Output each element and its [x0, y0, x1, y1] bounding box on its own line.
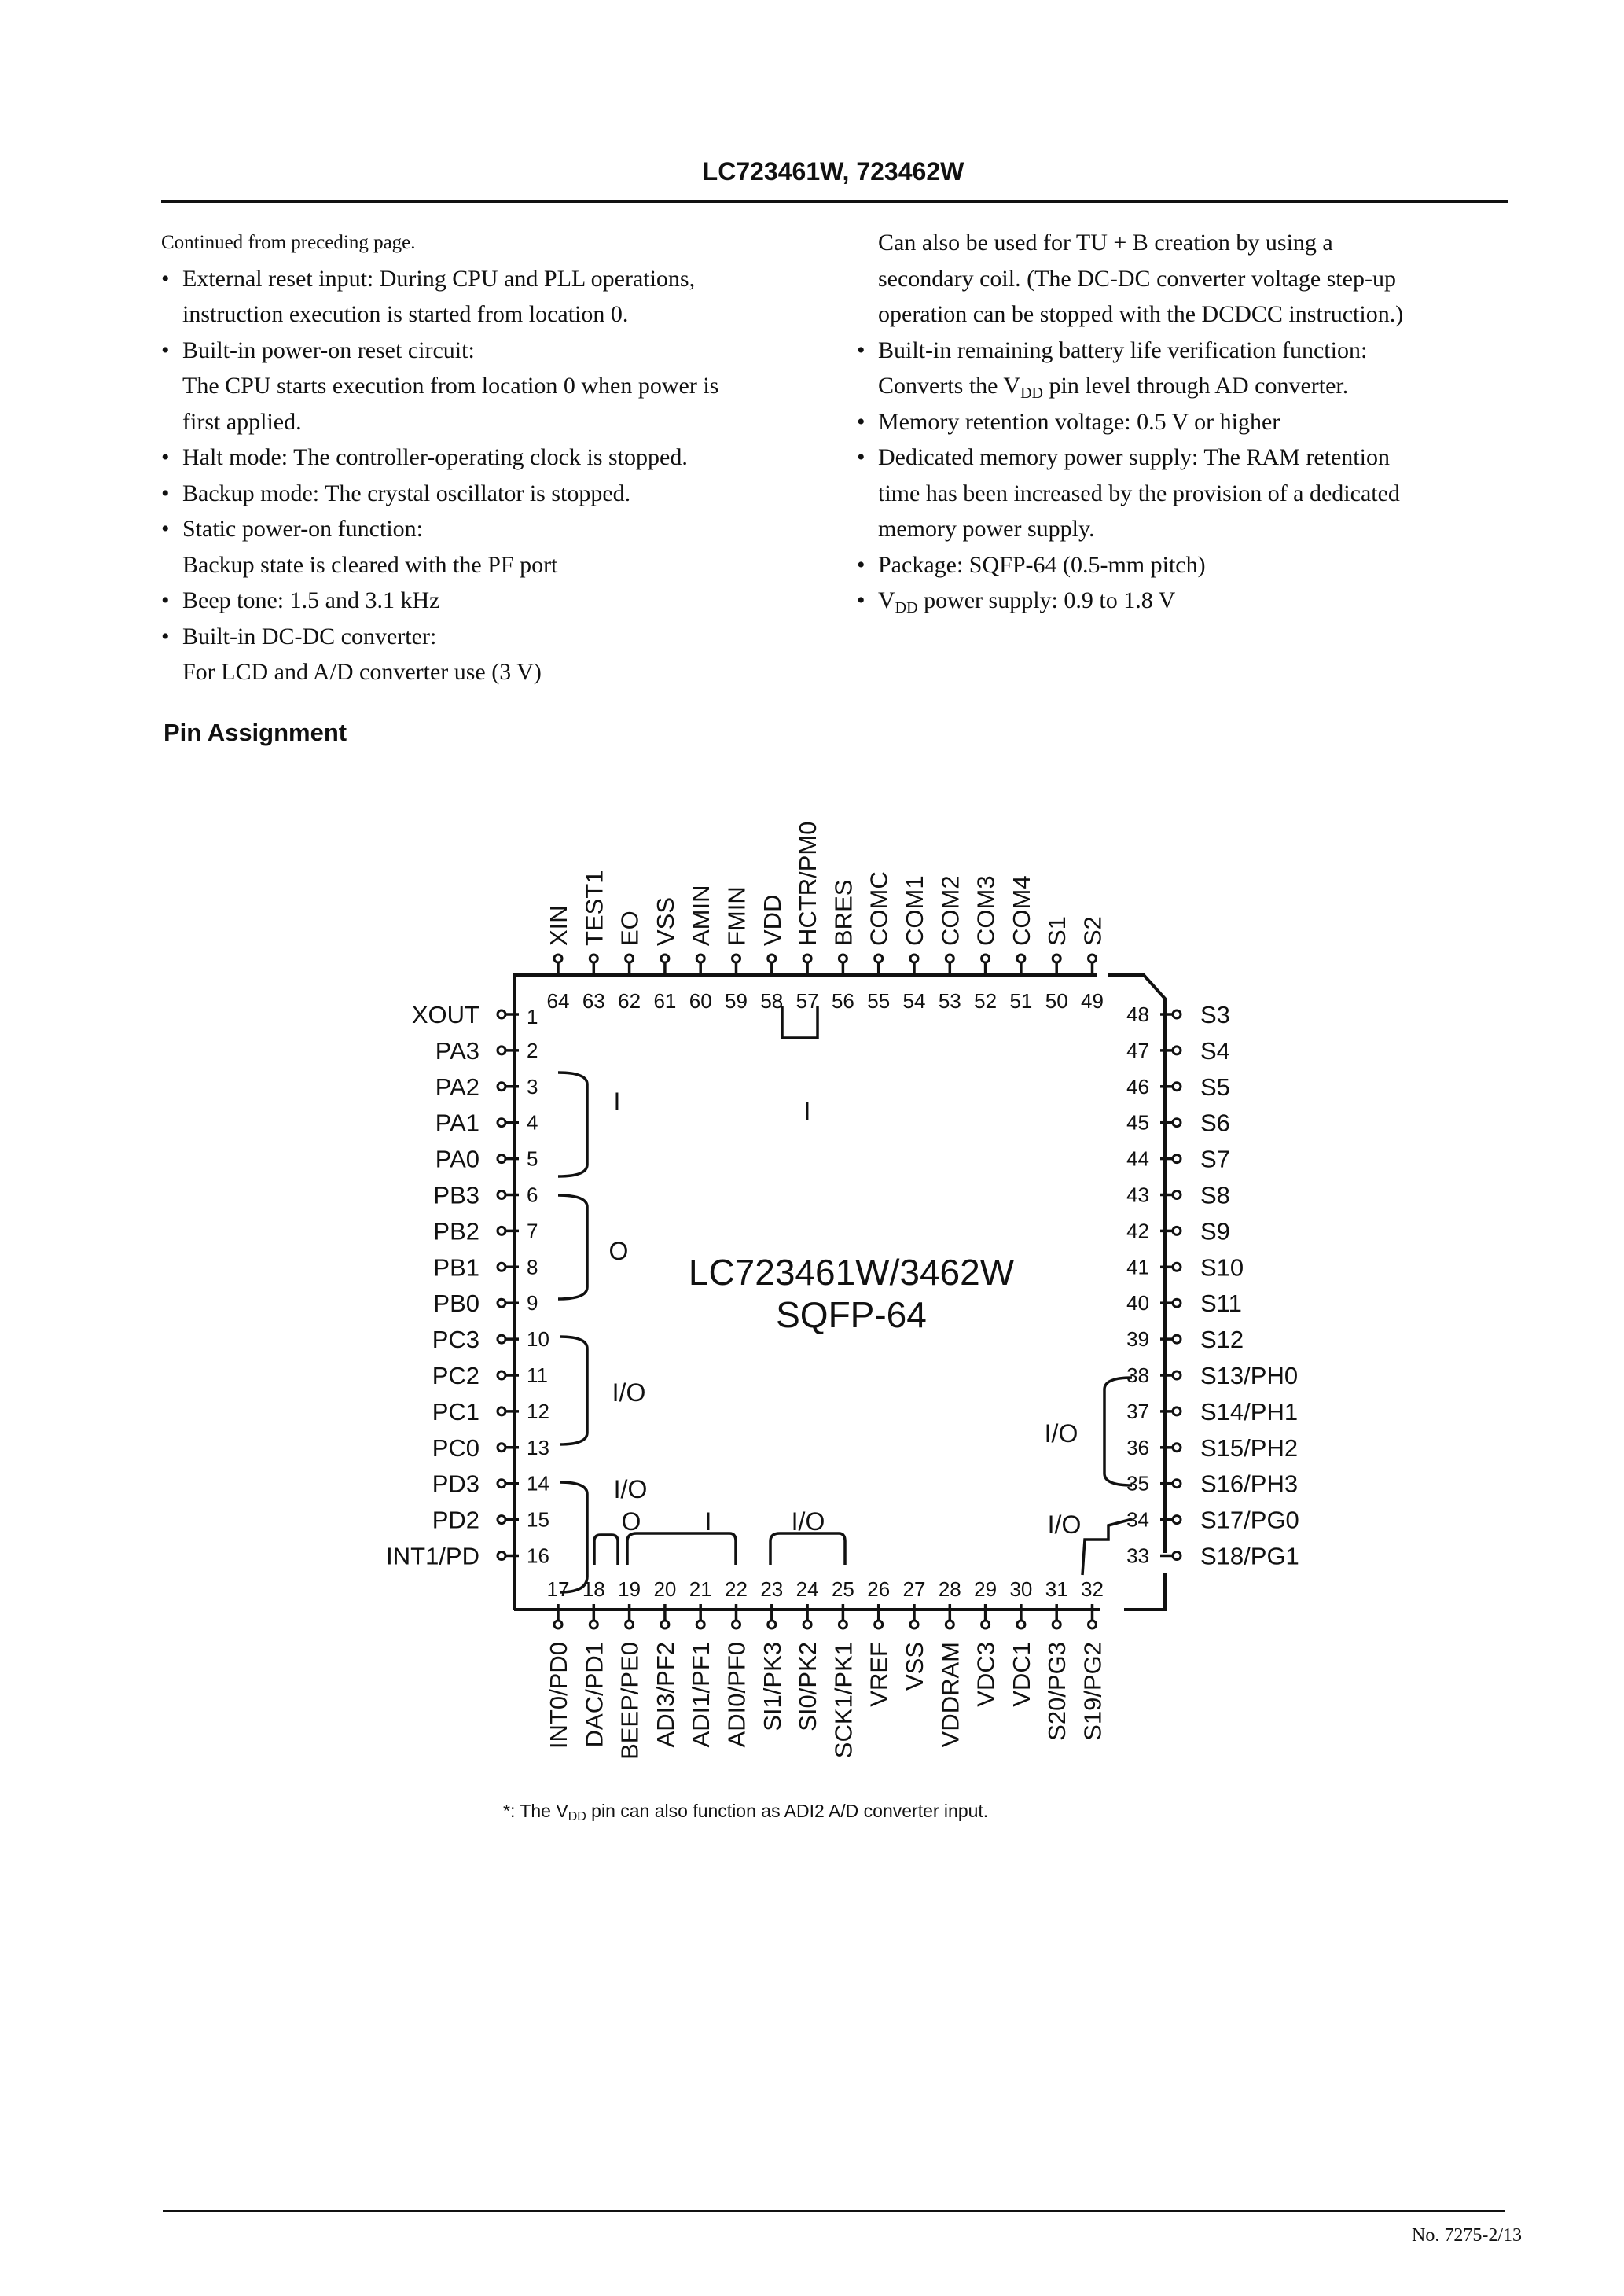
pin-number: 42 — [1126, 1219, 1149, 1243]
pin-number: 2 — [527, 1038, 538, 1062]
pin-terminal-icon — [1173, 1371, 1181, 1379]
feature-text: Static power-on function: — [182, 516, 423, 542]
pin-number: 12 — [527, 1399, 549, 1423]
pin-terminal-icon — [696, 1621, 704, 1628]
pin-terminal-icon — [839, 955, 847, 962]
text: V — [878, 587, 895, 613]
bullet: • — [161, 444, 170, 470]
pin-number: 64 — [546, 989, 570, 1013]
pin-number: 57 — [795, 989, 819, 1013]
pin-label: AMIN — [687, 885, 715, 946]
text: *: The V — [503, 1801, 568, 1821]
pin-label: VDDRAM — [936, 1642, 964, 1748]
group-label-ph: I/O — [1044, 1419, 1078, 1448]
pin-number: 55 — [867, 989, 891, 1013]
pin-terminal-icon — [768, 1621, 776, 1628]
pin-number: 7 — [527, 1219, 538, 1243]
feature-text: Memory retention voltage: 0.5 V or higher — [878, 408, 1280, 435]
pin-number: 59 — [725, 989, 748, 1013]
text: power supply: 0.9 to 1.8 V — [917, 587, 1176, 613]
pin-number: 15 — [527, 1507, 549, 1532]
pin-number: 28 — [938, 1577, 961, 1601]
pin-terminal-icon — [803, 955, 811, 962]
pin-number: 60 — [689, 989, 712, 1013]
feature-text: For LCD and A/D converter use (3 V) — [182, 659, 542, 685]
pin-number: 24 — [795, 1577, 819, 1601]
pin-number: 25 — [831, 1577, 854, 1601]
pin-label: S10 — [1200, 1253, 1244, 1282]
pin-terminal-icon — [1173, 1480, 1181, 1488]
pin-label: VSS — [651, 896, 679, 946]
pin-terminal-icon — [1173, 1444, 1181, 1452]
bracket-pf — [627, 1533, 736, 1565]
pin-terminal-icon — [626, 955, 634, 962]
group-label-pg: I/O — [1047, 1510, 1082, 1539]
pin-label: COMC — [865, 871, 893, 946]
pin-terminal-icon — [661, 955, 669, 962]
pin-number: 27 — [902, 1577, 926, 1601]
pin-number: 44 — [1126, 1146, 1149, 1171]
pin-terminal-icon — [1173, 1552, 1181, 1560]
pin-terminal-icon — [733, 1621, 740, 1628]
pin-label: PB2 — [433, 1217, 479, 1246]
pin-terminal-icon — [733, 955, 740, 962]
pin-terminal-icon — [910, 955, 918, 962]
pin-terminal-icon — [661, 1621, 669, 1628]
subscript: DD — [568, 1810, 586, 1823]
subscript: DD — [895, 599, 918, 616]
footer-rule — [163, 2210, 1505, 2212]
pin-terminal-icon — [875, 1621, 883, 1628]
continued-note: Continued from preceding page. — [161, 232, 416, 253]
pin-number: 22 — [725, 1577, 748, 1601]
bullet: • — [161, 337, 170, 363]
pin-terminal-icon — [498, 1119, 505, 1127]
group-label-pk: I/O — [791, 1507, 825, 1536]
pin-number: 34 — [1126, 1507, 1149, 1532]
pin-terminal-icon — [1173, 1155, 1181, 1163]
pin-label: S3 — [1200, 1001, 1230, 1028]
chip-name: LC723461W/3462W — [688, 1252, 1015, 1293]
footnote — [503, 1801, 988, 1822]
pin-terminal-icon — [590, 1621, 597, 1628]
pin-label: VDD — [758, 894, 786, 946]
pin-number: 50 — [1045, 989, 1068, 1013]
pin-label: PA2 — [435, 1073, 479, 1101]
pin-number: 45 — [1126, 1110, 1149, 1135]
text: pin can also function as ADI2 A/D converter input. — [586, 1801, 989, 1821]
pin-label: VDC3 — [972, 1642, 1000, 1707]
pin-number: 56 — [831, 989, 854, 1013]
pin-number: 35 — [1126, 1471, 1149, 1496]
pin-number: 23 — [760, 1577, 784, 1601]
pin-label: XIN — [545, 905, 572, 946]
group-label-pc: I/O — [612, 1378, 646, 1407]
text: Converts the V — [878, 373, 1021, 399]
pin-number: 19 — [618, 1577, 641, 1601]
pin-number: 32 — [1081, 1577, 1104, 1601]
group-label-pd: I/O — [613, 1475, 648, 1503]
pin-terminal-icon — [1017, 1621, 1025, 1628]
pin-number: 8 — [527, 1255, 538, 1279]
bullet: • — [857, 444, 865, 470]
feature-text: Built-in power-on reset circuit: — [182, 337, 475, 363]
pin-terminal-icon — [498, 1155, 505, 1163]
bullet: • — [161, 516, 170, 542]
pin-number: 46 — [1126, 1074, 1149, 1098]
bullet: • — [857, 337, 865, 363]
group-label-pd1: O — [621, 1507, 641, 1536]
pin-terminal-icon — [498, 1480, 505, 1488]
pin-number: 6 — [527, 1183, 538, 1207]
pin-label: S15/PH2 — [1200, 1433, 1299, 1462]
feature-text: Halt mode: The controller-operating clock is stopped. — [182, 444, 688, 470]
pin-terminal-icon — [498, 1191, 505, 1199]
pin-label: SI0/PK2 — [794, 1642, 822, 1731]
page-number: No. 7275-2/13 — [1412, 2225, 1522, 2246]
pin-label: DAC/PD1 — [580, 1642, 608, 1748]
feature-text: Package: SQFP-64 (0.5-mm pitch) — [878, 551, 1206, 578]
bracket-pg — [1082, 1519, 1132, 1575]
pin-number: 51 — [1009, 989, 1033, 1013]
pin-label: PA0 — [435, 1145, 479, 1173]
pin-label: S11 — [1200, 1290, 1242, 1318]
pin-number: 48 — [1126, 1003, 1149, 1026]
pin-terminal-icon — [1089, 1621, 1097, 1628]
pin-label: PB0 — [433, 1290, 479, 1318]
pin-number: 5 — [527, 1146, 538, 1171]
pin-label: ADI0/PF0 — [722, 1642, 751, 1748]
bullet: • — [161, 265, 170, 292]
bullet: • — [161, 587, 170, 613]
pin-terminal-icon — [1089, 955, 1097, 962]
pin-terminal-icon — [498, 1407, 505, 1415]
pin-label: S20/PG3 — [1043, 1642, 1071, 1741]
pin-terminal-icon — [554, 1621, 562, 1628]
pin-label: S4 — [1200, 1036, 1230, 1065]
feature-text: Backup mode: The crystal oscillator is stopped. — [182, 480, 631, 506]
pin-terminal-icon — [946, 1621, 953, 1628]
pin-number: 18 — [582, 1577, 605, 1601]
pin-label: PD2 — [432, 1506, 479, 1534]
feature-text: time has been increased by the provision of a dedicated — [878, 480, 1400, 506]
pin-label: VREF — [865, 1642, 893, 1707]
dcdc-continuation-1: Can also be used for TU + B creation by using a — [878, 230, 1333, 256]
bracket-pk — [770, 1533, 845, 1565]
group-label-pf: I — [704, 1507, 712, 1536]
dcdc-continuation-2: secondary coil. (The DC-DC converter voltage step-up — [878, 265, 1396, 292]
pin-terminal-icon — [590, 955, 597, 962]
pin-number: 49 — [1081, 989, 1104, 1013]
feature-text: memory power supply. — [878, 516, 1095, 542]
pin-label: ADI1/PF1 — [687, 1642, 715, 1748]
pin-label: SI1/PK3 — [758, 1642, 786, 1731]
pin-label: PA3 — [435, 1036, 479, 1065]
group-label-pa: I — [613, 1087, 621, 1116]
pin-terminal-icon — [875, 955, 883, 962]
pin-label: S14/PH1 — [1200, 1397, 1299, 1426]
pin-number: 61 — [653, 989, 677, 1013]
pin-label: INT1/PD — [386, 1542, 479, 1570]
pin-label: PC3 — [432, 1326, 479, 1354]
pin-number: 38 — [1126, 1363, 1149, 1387]
text: pin level through AD converter. — [1043, 373, 1349, 399]
pin-number: 36 — [1126, 1435, 1149, 1459]
pin-terminal-icon — [1173, 1299, 1181, 1307]
bracket-pa — [558, 1073, 587, 1176]
pin-number: 40 — [1126, 1291, 1149, 1315]
pin-terminal-icon — [982, 955, 990, 962]
dcdc-continuation-3: operation can be stopped with the DCDCC instruction.) — [878, 301, 1404, 327]
pin-terminal-icon — [1173, 1227, 1181, 1234]
bullet: • — [161, 480, 170, 506]
pin-label: PD3 — [432, 1470, 479, 1498]
pin-label: S16/PH3 — [1200, 1470, 1299, 1498]
pin-label: SCK1/PK1 — [829, 1642, 858, 1759]
pin-number: 41 — [1126, 1255, 1149, 1279]
pin-terminal-icon — [498, 1552, 505, 1560]
pin-terminal-icon — [1173, 1516, 1181, 1524]
pin-terminal-icon — [498, 1335, 505, 1343]
pin-number: 31 — [1045, 1577, 1068, 1601]
pin-number: 16 — [527, 1544, 549, 1568]
pin-label: COM1 — [901, 875, 928, 946]
pin-terminal-icon — [946, 955, 953, 962]
feature-text: Dedicated memory power supply: The RAM retention — [878, 444, 1390, 470]
pin-number: 47 — [1126, 1038, 1149, 1062]
feature-text: Beep tone: 1.5 and 3.1 kHz — [182, 587, 440, 613]
pin-label: S5 — [1200, 1073, 1230, 1101]
pin-terminal-icon — [498, 1047, 505, 1054]
pin-terminal-icon — [1173, 1263, 1181, 1271]
pin-terminal-icon — [839, 1621, 847, 1628]
bullet: • — [857, 587, 865, 613]
pin-label: S6 — [1200, 1109, 1230, 1137]
pin-label: COM4 — [1007, 875, 1035, 946]
bullet: • — [857, 408, 865, 435]
pin-label: S13/PH0 — [1200, 1362, 1299, 1389]
pin-label: PA1 — [435, 1109, 479, 1137]
pin-label: S1 — [1043, 916, 1071, 946]
pin-label: COM2 — [936, 875, 964, 946]
pin-label: FMIN — [722, 886, 751, 946]
feature-text: Backup state is cleared with the PF port — [182, 551, 558, 578]
pin-label: PB3 — [433, 1181, 479, 1209]
pin-number: 37 — [1126, 1399, 1149, 1423]
pin-label: COM3 — [972, 875, 1000, 946]
pin-number: 11 — [527, 1363, 548, 1387]
subscript: DD — [1020, 385, 1043, 402]
pin-label: VSS — [901, 1642, 928, 1691]
chip-package: SQFP-64 — [776, 1294, 927, 1335]
pin-label: ADI3/PF2 — [651, 1642, 679, 1748]
pin-number: 4 — [527, 1110, 538, 1135]
pin-terminal-icon — [1173, 1407, 1181, 1415]
bullet: • — [161, 623, 170, 649]
pin-terminal-icon — [498, 1263, 505, 1271]
pin-label: EO — [615, 911, 644, 946]
pin-number: 29 — [974, 1577, 998, 1601]
pin-number: 53 — [938, 989, 961, 1013]
pin-label: TEST1 — [580, 870, 608, 946]
pin-terminal-icon — [498, 1371, 505, 1379]
feature-text: Built-in remaining battery life verification function: — [878, 337, 1368, 363]
pin-terminal-icon — [498, 1083, 505, 1091]
pin-number: 21 — [689, 1577, 712, 1601]
bracket-ph — [1104, 1378, 1132, 1485]
pin-label: S19/PG2 — [1078, 1642, 1107, 1741]
pin-label: VDC1 — [1007, 1642, 1035, 1707]
pin-terminal-icon — [498, 1444, 505, 1452]
pin-terminal-icon — [803, 1621, 811, 1628]
pin-number: 39 — [1126, 1327, 1149, 1352]
pin-number: 43 — [1126, 1183, 1149, 1207]
pin-label: S2 — [1078, 916, 1107, 946]
pin-number: 54 — [902, 989, 926, 1013]
pin-number: 9 — [527, 1291, 538, 1315]
pin-number: 3 — [527, 1074, 538, 1098]
pin-number: 33 — [1126, 1544, 1149, 1568]
pin-terminal-icon — [1017, 955, 1025, 962]
pin-terminal-icon — [1173, 1119, 1181, 1127]
pin-number: 30 — [1009, 1577, 1033, 1601]
section-heading: Pin Assignment — [164, 719, 347, 746]
feature-text: The CPU starts execution from location 0 when power is — [182, 373, 719, 399]
pin-terminal-icon — [498, 1010, 505, 1018]
pin-terminal-icon — [498, 1227, 505, 1234]
pin-label: XOUT — [411, 1001, 479, 1028]
pin-label: S9 — [1200, 1217, 1230, 1246]
pin-terminal-icon — [554, 955, 562, 962]
feature-text: Built-in DC-DC converter: — [182, 623, 437, 649]
pin-terminal-icon — [498, 1299, 505, 1307]
pin-terminal-icon — [1173, 1191, 1181, 1199]
pin-terminal-icon — [1173, 1047, 1181, 1054]
pin-label: PC0 — [432, 1433, 479, 1462]
feature-text: first applied. — [182, 408, 302, 435]
pin-label: INT0/PD0 — [545, 1642, 572, 1750]
pin-label: S17/PG0 — [1200, 1506, 1299, 1534]
pin-number: 63 — [582, 989, 605, 1013]
bracket-pd1-pe0 — [594, 1535, 618, 1565]
pin-number: 13 — [527, 1435, 549, 1459]
pin-terminal-icon — [696, 955, 704, 962]
pin-number: 52 — [974, 989, 998, 1013]
pin-number: 62 — [618, 989, 641, 1013]
pin-label: BEEP/PE0 — [615, 1642, 644, 1760]
bracket-pd — [560, 1482, 587, 1592]
pin-label: S18/PG1 — [1200, 1542, 1299, 1570]
pin-terminal-icon — [768, 955, 776, 962]
pin-terminal-icon — [1173, 1335, 1181, 1343]
feature-text: External reset input: During CPU and PLL operations, — [182, 265, 696, 292]
pin-terminal-icon — [1053, 955, 1060, 962]
pin-terminal-icon — [1053, 1621, 1060, 1628]
pin-terminal-icon — [626, 1621, 634, 1628]
pin-number: 17 — [546, 1577, 570, 1601]
pin-label: HCTR/PM0 — [794, 821, 822, 946]
pin-label: S12 — [1200, 1326, 1244, 1354]
group-label-pm: I — [803, 1097, 811, 1125]
pin-terminal-icon — [982, 1621, 990, 1628]
bracket-pc — [560, 1337, 587, 1444]
pin-number: 1 — [527, 1005, 538, 1028]
pin-number: 20 — [653, 1577, 677, 1601]
pin-label: S8 — [1200, 1181, 1230, 1209]
pin-label: BRES — [829, 879, 858, 946]
package-outline-bottom-right — [1124, 1573, 1165, 1610]
document-title: LC723461W, 723462W — [702, 157, 964, 186]
pin-label: PB1 — [433, 1253, 479, 1282]
pin-terminal-icon — [498, 1516, 505, 1524]
feature-text: instruction execution is started from location 0. — [182, 301, 629, 327]
pin-terminal-icon — [1173, 1010, 1181, 1018]
group-label-pb: O — [608, 1237, 629, 1265]
pin-terminal-icon — [910, 1621, 918, 1628]
pin-number: 26 — [867, 1577, 891, 1601]
pin-number: 58 — [760, 989, 784, 1013]
pin-label: PC2 — [432, 1362, 479, 1389]
pin-label: S7 — [1200, 1145, 1230, 1173]
bracket-pb — [558, 1195, 587, 1299]
pin-number: 14 — [527, 1471, 549, 1496]
pin-terminal-icon — [1173, 1083, 1181, 1091]
pin-number: 10 — [527, 1327, 549, 1352]
pin-label: PC1 — [432, 1397, 479, 1426]
bullet: • — [857, 551, 865, 578]
